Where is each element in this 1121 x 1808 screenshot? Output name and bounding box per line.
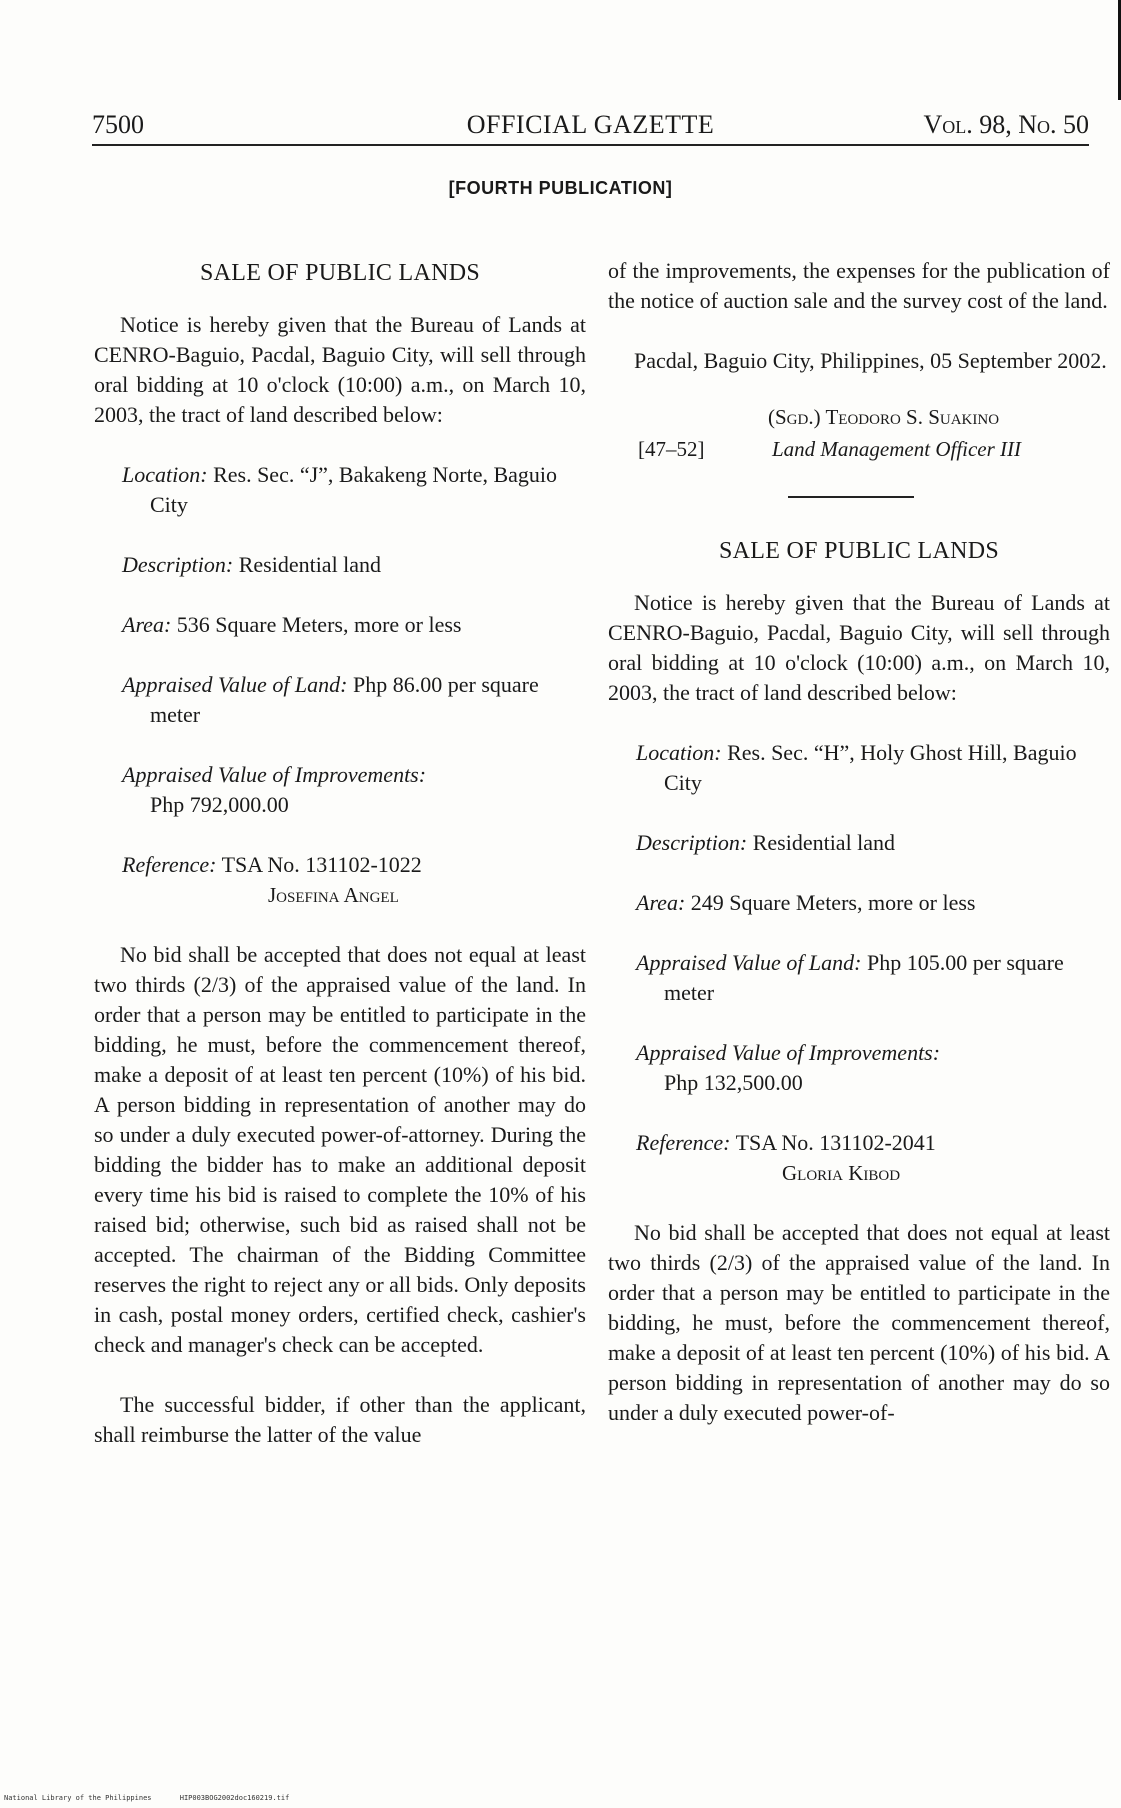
notice1-area bbox=[122, 610, 586, 640]
description-label: Description: bbox=[122, 552, 234, 577]
area-label: Area: bbox=[636, 890, 686, 915]
scan-footer bbox=[4, 1794, 313, 1802]
notice1-reimburse-part2: of the improvements, the expenses for the publication of the notice of auction sale and the survey cost of the land. bbox=[608, 258, 1110, 313]
notice1-reference bbox=[122, 850, 586, 910]
notice2-title: SALE OF PUBLIC LANDS bbox=[718, 538, 1000, 564]
area-value: 249 Square Meters, more or less bbox=[690, 890, 976, 915]
page-header bbox=[92, 110, 1089, 144]
description-value: Residential land bbox=[752, 830, 896, 855]
notice2-description bbox=[636, 828, 1110, 858]
improvements-value: Php 792,000.00 bbox=[150, 792, 289, 817]
reference-label: Reference: bbox=[122, 852, 217, 877]
notice1-reimburse-part1: The successful bidder, if other than the applicant, shall reimburse the latter of the value bbox=[94, 1392, 586, 1447]
description-value: Residential land bbox=[238, 552, 382, 577]
notice1-intro: Notice is hereby given that the Bureau of Lands at CENRO-Baguio, Pacdal, Baguio City, will sell through oral bidding at 10 o'clock (10:00) a.m., on March 10, 2003, the tract of land described below: bbox=[94, 312, 586, 427]
notice1-improvements bbox=[122, 760, 586, 820]
description-label: Description: bbox=[636, 830, 748, 855]
page-number: 7500 bbox=[92, 110, 144, 139]
volume-number: Vol. 98, No. 50 bbox=[923, 110, 1089, 139]
improvements-label: Appraised Value of Improvements: bbox=[636, 1040, 941, 1065]
publication-label: [FOURTH PUBLICATION] bbox=[448, 178, 673, 198]
applicant-name: Gloria Kibod bbox=[782, 1161, 901, 1185]
applicant-name: Josefina Angel bbox=[268, 883, 399, 907]
signer-name: (Sgd.) Teodoro S. Suakino bbox=[768, 405, 1000, 429]
land-value-label: Appraised Value of Land: bbox=[636, 950, 862, 975]
header-rule bbox=[92, 144, 1089, 146]
notice2-intro: Notice is hereby given that the Bureau of Lands at CENRO-Baguio, Pacdal, Baguio City, will sell through oral bidding at 10 o'clock (10:00) a.m., on March 10, 2003, the tract of land described below: bbox=[608, 590, 1110, 705]
library-credit: National Library of the Philippines bbox=[4, 1794, 152, 1802]
notice1-title: SALE OF PUBLIC LANDS bbox=[199, 260, 481, 286]
notice1-land-value bbox=[122, 670, 586, 730]
notice1-place-date: Pacdal, Baguio City, Philippines, 05 September 2002. bbox=[634, 348, 1107, 373]
notice1-signature-block bbox=[608, 402, 1110, 466]
notice1-description bbox=[122, 550, 586, 580]
notice2-conditions: No bid shall be accepted that does not equal at least two thirds (2/3) of the appraised value of the land. In order that a person may be entitled to participate in the bidding, he must, before the commencement thereof, make a deposit of at least ten percent (10%) of his bid. A person bidding in representation of another may do so under a duly executed power-of- bbox=[608, 1220, 1110, 1425]
area-value: 536 Square Meters, more or less bbox=[176, 612, 462, 637]
land-value: Php 86.00 per square meter bbox=[150, 672, 539, 727]
improvements-value: Php 132,500.00 bbox=[664, 1070, 803, 1095]
location-label: Location: bbox=[636, 740, 722, 765]
reference-value: TSA No. 131102-2041 bbox=[735, 1130, 936, 1155]
notice2-location bbox=[636, 738, 1110, 798]
notice2-improvements bbox=[636, 1038, 1110, 1098]
left-column bbox=[94, 258, 586, 1480]
notice2-land-value bbox=[636, 948, 1110, 1008]
scan-filename: HIP003BOG2002doc160219.tif bbox=[179, 1794, 290, 1802]
notice2-area bbox=[636, 888, 1110, 918]
notice2-reference bbox=[636, 1128, 1110, 1188]
land-value: Php 105.00 per square meter bbox=[664, 950, 1064, 1005]
signer-title: Land Management Officer III bbox=[772, 437, 1022, 461]
improvements-label: Appraised Value of Improvements: bbox=[122, 762, 427, 787]
right-column bbox=[608, 256, 1110, 1428]
land-value-label: Appraised Value of Land: bbox=[122, 672, 348, 697]
location-value: Res. Sec. “J”, Bakakeng Norte, Baguio City bbox=[150, 462, 558, 517]
area-label: Area: bbox=[122, 612, 172, 637]
notice-divider bbox=[788, 496, 914, 498]
location-value: Res. Sec. “H”, Holy Ghost Hill, Baguio City bbox=[664, 740, 1077, 795]
notice1-location bbox=[122, 460, 586, 520]
gazette-title: OFFICIAL GAZETTE bbox=[466, 110, 715, 139]
reference-label: Reference: bbox=[636, 1130, 731, 1155]
reference-value: TSA No. 131102-1022 bbox=[221, 852, 422, 877]
notice1-conditions: No bid shall be accepted that does not equal at least two thirds (2/3) of the appraised value of the land. In order that a person may be entitled to participate in the bidding, he must, before the commencement thereof, make a deposit of at least ten percent (10%) of his bid. A person bidding in representation of another may do so under a duly executed power-of-attorney. During the bidding the bidder has to make an additional deposit every time his bid is raised to complete the 10% of his raised bid; otherwise, such bid as raised shall not be accepted. The chairman of the Bidding Committee reserves the right to reject any or all bids. Only deposits in cash, postal money orders, certified check, cashier's check and manager's check can be accepted. bbox=[94, 942, 586, 1357]
location-label: Location: bbox=[122, 462, 208, 487]
publication-ref-code: [47–52] bbox=[638, 437, 705, 461]
